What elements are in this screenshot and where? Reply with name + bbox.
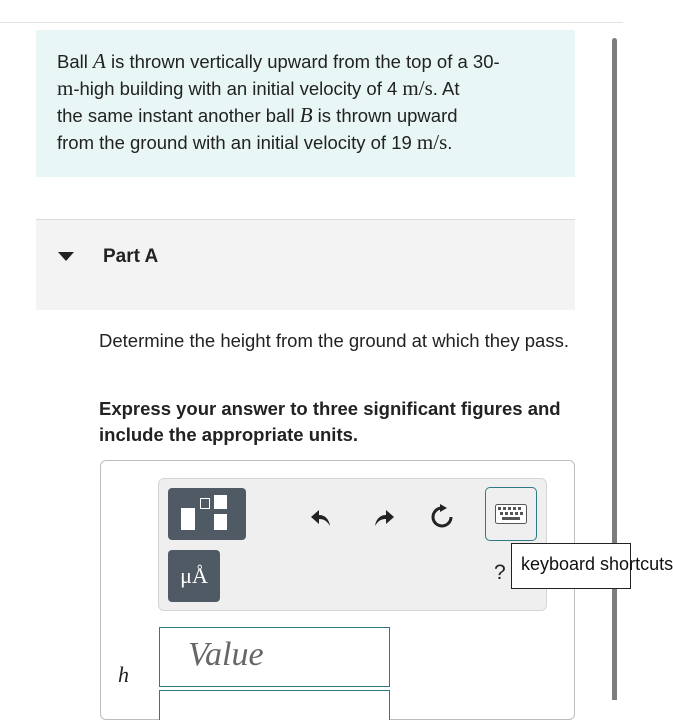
problem-text: is thrown upward xyxy=(312,105,458,126)
unit-m-per-s: m/s xyxy=(402,76,433,100)
keyboard-button[interactable] xyxy=(485,487,537,541)
template-block-icon xyxy=(181,508,195,530)
part-a-header[interactable] xyxy=(36,220,575,310)
answer-variable-label: h xyxy=(118,662,129,687)
caret-down-icon[interactable] xyxy=(58,252,74,261)
problem-text: -high building with an initial velocity of 4 xyxy=(73,78,403,99)
fraction-denominator-icon xyxy=(214,514,227,530)
keyboard-shortcuts-tooltip: keyboard shortcuts xyxy=(511,543,631,589)
problem-text: . xyxy=(447,132,453,153)
undo-icon[interactable] xyxy=(307,502,337,532)
ball-a-symbol: A xyxy=(93,49,106,73)
unit-m-per-s: m/s xyxy=(416,130,448,154)
value-input[interactable]: Value xyxy=(159,627,390,687)
problem-text: the same instant another ball xyxy=(57,105,300,126)
problem-text: is thrown vertically upward from the top of a 30- xyxy=(105,51,500,72)
help-button[interactable]: ? xyxy=(494,561,506,584)
problem-statement xyxy=(36,30,575,177)
ball-b-symbol: B xyxy=(299,103,313,127)
problem-text: Ball xyxy=(57,51,93,72)
templates-button[interactable] xyxy=(168,488,246,540)
fraction-numerator-icon xyxy=(214,495,227,509)
redo-icon[interactable] xyxy=(368,502,398,532)
scrollbar[interactable] xyxy=(612,38,617,700)
top-divider xyxy=(0,22,623,23)
problem-text: from the ground with an initial velocity of 19 xyxy=(57,132,417,153)
keyboard-icon xyxy=(495,504,527,524)
question-text: Determine the height from the ground at which they pass. xyxy=(99,330,569,351)
instruction-text: Express your answer to three significant figures and include the appropriate units. xyxy=(99,398,561,445)
part-title: Part A xyxy=(103,246,159,267)
unit-m: m xyxy=(57,76,74,100)
problem-text: . At xyxy=(432,78,460,99)
units-input[interactable] xyxy=(159,690,390,720)
reset-icon[interactable] xyxy=(427,502,457,532)
template-box-icon xyxy=(200,498,210,509)
units-button[interactable]: μÅ xyxy=(168,550,220,602)
